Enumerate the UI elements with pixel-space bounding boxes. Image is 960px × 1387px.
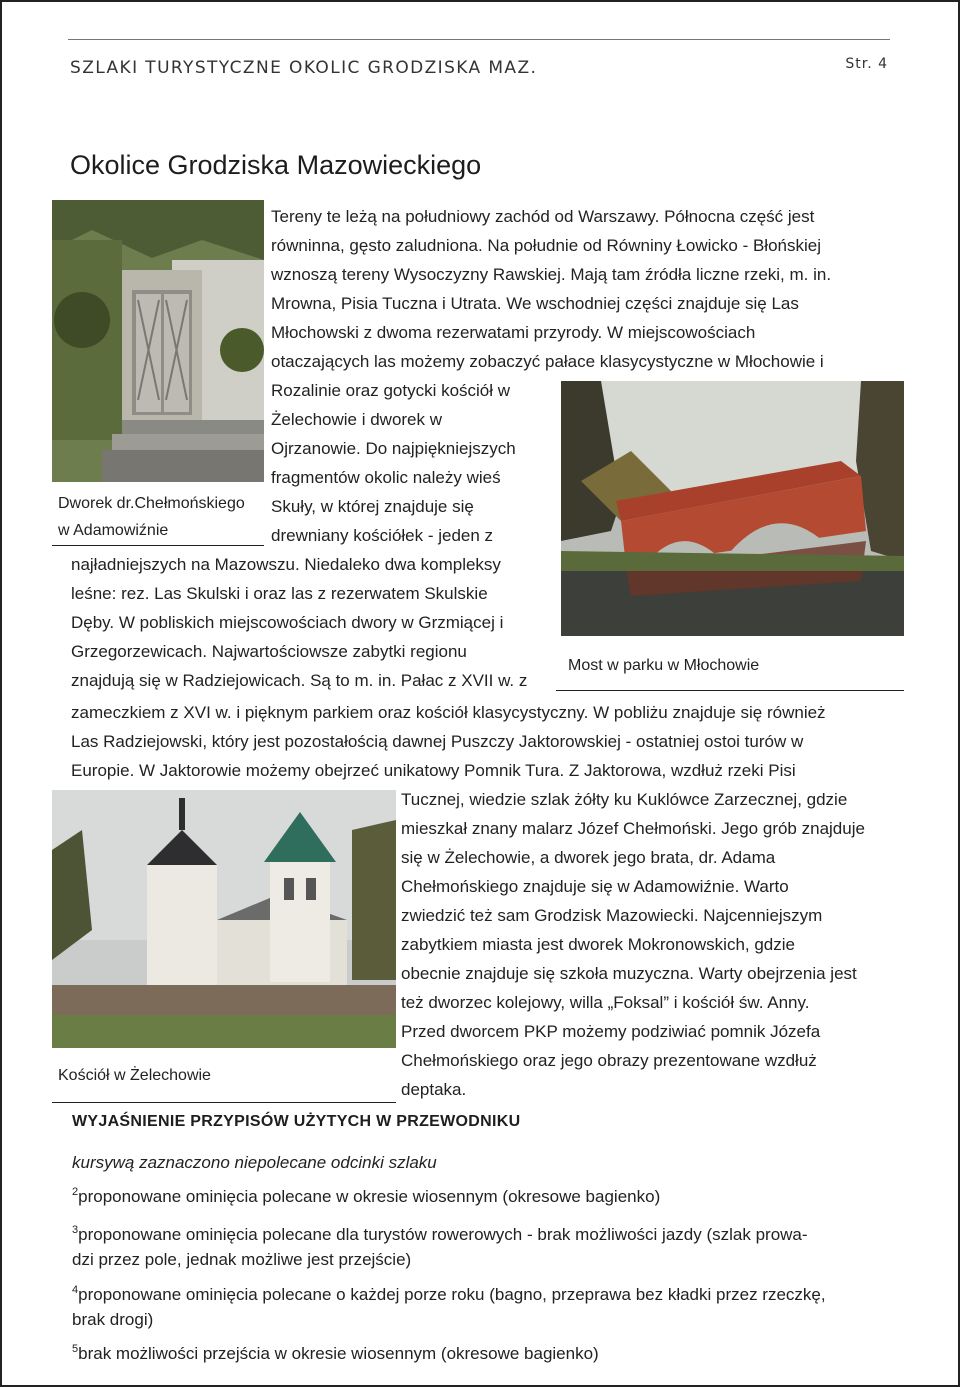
- body-line: drewniany kościółek - jeden z: [271, 526, 494, 545]
- note-number: 3: [72, 1224, 79, 1236]
- note-number: 2: [72, 1186, 79, 1198]
- body-line: się w Żelechowie, a dworek jego brata, dr. Adama: [401, 848, 776, 867]
- body-line: Chełmońskiego znajduje się w Adamowiźnie. Warto: [401, 877, 789, 896]
- body-line: Ojrzanowie. Do najpiękniejszych: [271, 439, 516, 458]
- note-text: brak możliwości przejścia w okresie wiosennym (okresowe bagienko): [78, 1344, 599, 1363]
- note-text: proponowane ominięcia polecane w okresie wiosennym (okresowe bagienko): [78, 1187, 661, 1206]
- body-text-left: [71, 550, 527, 695]
- note-number: 4: [72, 1284, 79, 1296]
- body-line: Las Radziejowski, który jest pozostałością dawnej Puszczy Jaktorowskiej - ostatniej ostoi turów w: [71, 732, 804, 751]
- note-text: proponowane ominięcia polecane dla turystów rowerowych - brak możliwości jazdy (szlak prowa-: [78, 1225, 808, 1244]
- body-line: Żelechowie i dworek w: [271, 410, 443, 429]
- body-text-full: [71, 698, 826, 785]
- body-line: Młochowski z dwoma rezerwatami przyrody. W miejscowościach: [271, 323, 756, 342]
- bridge-photo: [561, 381, 904, 636]
- note-text: proponowane ominięcia polecane o każdej porze roku (bagno, przeprawa bez kładki przez rzeczkę,: [78, 1285, 826, 1304]
- note-item-2: [72, 1180, 660, 1209]
- body-line: wznoszą tereny Wysoczyzny Rawskiej. Mają tam źródła liczne rzeki, m. in.: [271, 265, 832, 284]
- body-line: znajdują się w Radziejowicach. Są to m. in. Pałac z XVII w. z: [71, 671, 528, 690]
- body-line: Europie. W Jaktorowie możemy obejrzeć unikatowy Pomnik Tura. Z Jaktorowa, wzdłuż rzeki Pisi: [71, 761, 796, 780]
- body-line: Przed dworcem PKP możemy podziwiać pomnik Józefa: [401, 1022, 821, 1041]
- church-caption: Kościół w Żelechowie: [58, 1067, 211, 1084]
- body-line: Tucznej, wiedzie szlak żółty ku Kuklówce Zarzecznej, gdzie: [401, 790, 848, 809]
- manor-photo: [52, 200, 264, 482]
- body-text-top: [271, 202, 831, 376]
- church-caption-rule: [52, 1102, 396, 1103]
- bridge-caption-rule: [556, 690, 904, 691]
- page-number: Str. 4: [845, 56, 888, 72]
- bridge-photo-image: [561, 381, 904, 636]
- body-text-mid: [271, 376, 516, 550]
- notes-heading: WYJAŚNIENIE PRZYPISÓW UŻYTYCH W PRZEWODNIKU: [72, 1113, 521, 1130]
- note-item-3: [72, 1218, 808, 1272]
- body-line: Mrowna, Pisia Tuczna i Utrata. We wschodniej części znajduje się Las: [271, 294, 799, 313]
- church-photo-image: [52, 790, 396, 1048]
- note-text-continued: dzi przez pole, jednak możliwe jest przejście): [72, 1250, 412, 1269]
- body-line: obecnie znajduje się szkoła muzyczna. Warty obejrzenia jest: [401, 964, 857, 983]
- manor-caption-rule: [52, 545, 264, 546]
- note-text-continued: brak drogi): [72, 1310, 154, 1329]
- article-title: Okolice Grodziska Mazowieckiego: [70, 150, 482, 180]
- note-italic: kursywą zaznaczono niepolecane odcinki szlaku: [72, 1153, 437, 1172]
- body-line: leśne: rez. Las Skulski i oraz las z rezerwatem Skulskie: [71, 584, 488, 603]
- body-text-right: [401, 785, 865, 1104]
- church-photo: [52, 790, 396, 1048]
- manor-caption: [58, 492, 245, 543]
- running-header-title: SZLAKI TURYSTYCZNE OKOLIC GRODZISKA MAZ.: [70, 58, 538, 78]
- note-number: 5: [72, 1343, 79, 1355]
- manor-caption-line2: w Adamowiźnie: [58, 522, 169, 539]
- body-line: Tereny te leżą na południowy zachód od Warszawy. Północna część jest: [271, 207, 815, 226]
- body-line: Grzegorzewicach. Najwartościowsze zabytki regionu: [71, 642, 467, 661]
- header-rule-top: [68, 39, 890, 40]
- bridge-caption: Most w parku w Młochowie: [568, 657, 760, 674]
- note-item-4: [72, 1278, 826, 1332]
- body-line: najładniejszych na Mazowszu. Niedaleko dwa kompleksy: [71, 555, 501, 574]
- body-line: Rozalinie oraz gotycki kościół w: [271, 381, 511, 400]
- manor-photo-image: [52, 200, 264, 482]
- body-line: Chełmońskiego oraz jego obrazy prezentowane wzdłuż: [401, 1051, 817, 1070]
- body-line: Skuły, w której znajduje się: [271, 497, 474, 516]
- body-line: też dworzec kolejowy, willa „Foksal” i kościół św. Anny.: [401, 993, 810, 1012]
- body-line: Dęby. W pobliskich miejscowościach dwory w Grzmiącej i: [71, 613, 504, 632]
- note-item-5: [72, 1337, 599, 1366]
- body-line: fragmentów okolic należy wieś: [271, 468, 501, 487]
- body-line: zameczkiem z XVI w. i pięknym parkiem oraz kościół klasycystyczny. W pobliżu znajduje się również: [71, 703, 826, 722]
- body-line: mieszkał znany malarz Józef Chełmoński. Jego grób znajduje: [401, 819, 865, 838]
- body-line: zabytkiem miasta jest dworek Mokronowskich, gdzie: [401, 935, 795, 954]
- body-line: zwiedzić też sam Grodzisk Mazowiecki. Najcenniejszym: [401, 906, 823, 925]
- body-line: równinna, gęsto zaludniona. Na południe od Równiny Łowicko - Błońskiej: [271, 236, 821, 255]
- body-line: deptaka.: [401, 1080, 467, 1099]
- manor-caption-line1: Dworek dr.Chełmońskiego: [58, 495, 245, 512]
- body-line: otaczających las możemy zobaczyć pałace klasycystyczne w Młochowie i: [271, 352, 824, 371]
